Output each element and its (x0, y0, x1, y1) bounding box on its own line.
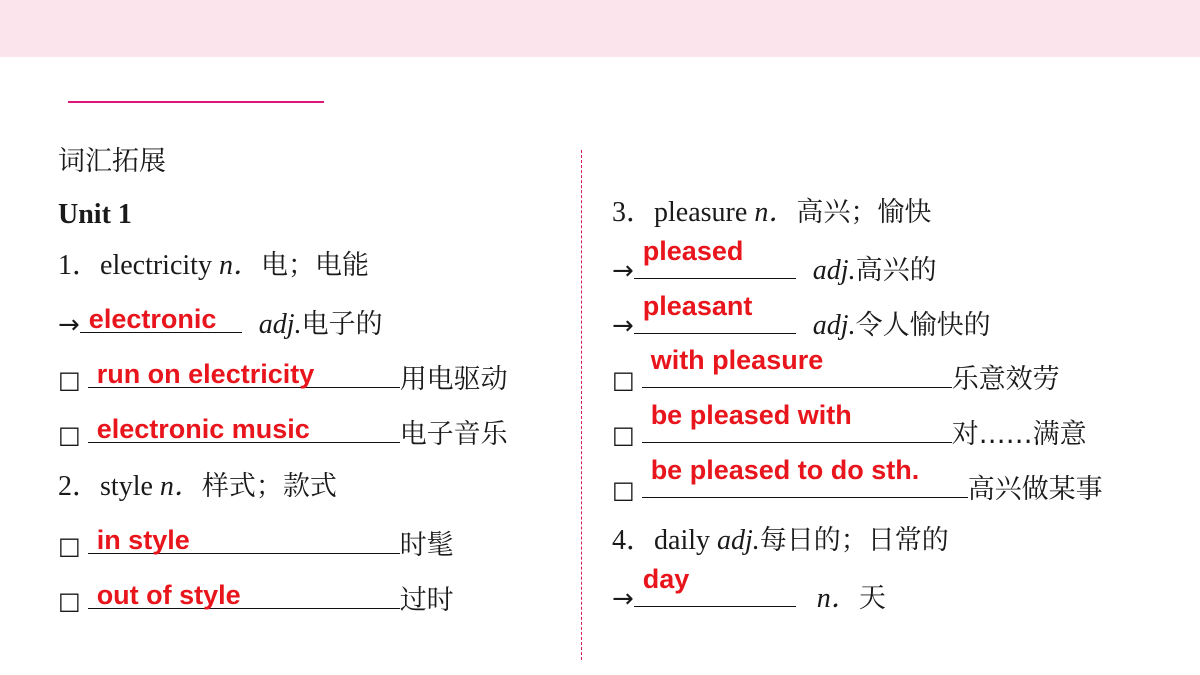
part-of-speech: adj. (812, 310, 856, 341)
derived-word-row (58, 302, 383, 342)
vocab-word: style (100, 471, 153, 502)
answer-blank[interactable] (88, 412, 400, 443)
checkbox-icon: □ (612, 366, 635, 394)
column-divider (581, 150, 582, 660)
phrase-row (612, 345, 1060, 397)
answer-text: electronic music (96, 414, 310, 444)
vocab-word: electricity (100, 250, 212, 281)
word-meaning: 电；电能 (260, 250, 369, 281)
vocab-item-daily (612, 521, 949, 561)
phrase-meaning: 电子音乐 (399, 419, 508, 450)
part-of-speech: n． (754, 197, 797, 228)
phrase-meaning: 对……满意 (951, 419, 1087, 450)
answer-blank[interactable] (88, 523, 400, 554)
checkbox-icon: □ (58, 587, 81, 615)
answer-blank[interactable] (642, 455, 968, 498)
top-banner (0, 0, 1200, 57)
phrase-row (58, 412, 508, 452)
derived-word-row (612, 291, 991, 343)
vocab-item-electricity (58, 246, 369, 286)
checkbox-icon: □ (58, 421, 81, 449)
arrow-icon: → (612, 256, 634, 286)
answer-text: day (642, 564, 690, 594)
checkbox-icon: □ (58, 366, 81, 394)
word-meaning: 电子的 (301, 309, 383, 340)
part-of-speech: adj. (258, 309, 302, 340)
checkbox-icon: □ (58, 532, 81, 560)
phrase-row (58, 578, 454, 618)
part-of-speech: adj. (717, 525, 760, 556)
phrase-row (58, 523, 454, 563)
answer-text: out of style (96, 580, 241, 610)
word-meaning: 样式；款式 (201, 471, 337, 502)
word-meaning: 高兴的 (855, 255, 937, 286)
vocab-word: daily (654, 525, 711, 556)
word-meaning: 天 (858, 583, 886, 614)
item-number: 4． (612, 525, 655, 556)
word-meaning: 高兴；愉快 (796, 197, 932, 228)
phrase-row (612, 400, 1087, 452)
phrase-row (612, 455, 1103, 507)
answer-text: run on electricity (96, 359, 315, 389)
part-of-speech: adj. (812, 255, 856, 286)
vocab-item-pleasure (612, 193, 931, 233)
derived-word-row (612, 564, 886, 616)
answer-text: in style (96, 525, 190, 555)
unit-title: Unit 1 (58, 199, 132, 230)
arrow-icon: → (58, 310, 80, 340)
answer-blank[interactable] (642, 400, 952, 443)
phrase-row (58, 357, 508, 397)
part-of-speech: n． (159, 471, 202, 502)
answer-blank[interactable] (80, 302, 242, 333)
answer-blank[interactable] (642, 345, 952, 388)
answer-text: pleasant (642, 291, 753, 321)
item-number: 2． (58, 471, 101, 502)
arrow-icon: → (612, 311, 634, 341)
answer-text: pleased (642, 236, 744, 266)
item-number: 3． (612, 197, 655, 228)
answer-blank[interactable] (88, 578, 400, 609)
word-meaning: 每日的；日常的 (759, 525, 949, 556)
part-of-speech: n． (816, 583, 859, 614)
answer-blank[interactable] (634, 291, 796, 334)
answer-text: be pleased with (650, 400, 852, 430)
answer-text: with pleasure (650, 345, 824, 375)
derived-word-row (612, 236, 937, 288)
phrase-meaning: 时髦 (399, 530, 454, 561)
answer-blank[interactable] (634, 564, 796, 607)
phrase-meaning: 用电驱动 (399, 364, 508, 395)
phrase-meaning: 过时 (399, 585, 454, 616)
phrase-meaning: 高兴做某事 (967, 474, 1103, 505)
vocab-item-style (58, 467, 337, 507)
answer-blank[interactable] (88, 357, 400, 388)
word-meaning: 令人愉快的 (855, 310, 991, 341)
section-heading: 词汇拓展 (58, 146, 166, 177)
part-of-speech: n． (218, 250, 261, 281)
vocab-word: pleasure (654, 197, 748, 228)
checkbox-icon: □ (612, 421, 635, 449)
answer-text: be pleased to do sth. (650, 455, 920, 485)
checkbox-icon: □ (612, 476, 635, 504)
answer-blank[interactable] (634, 236, 796, 279)
arrow-icon: → (612, 584, 634, 614)
title-accent-line (68, 101, 324, 103)
item-number: 1． (58, 250, 101, 281)
phrase-meaning: 乐意效劳 (951, 364, 1060, 395)
answer-text: electronic (88, 304, 217, 334)
